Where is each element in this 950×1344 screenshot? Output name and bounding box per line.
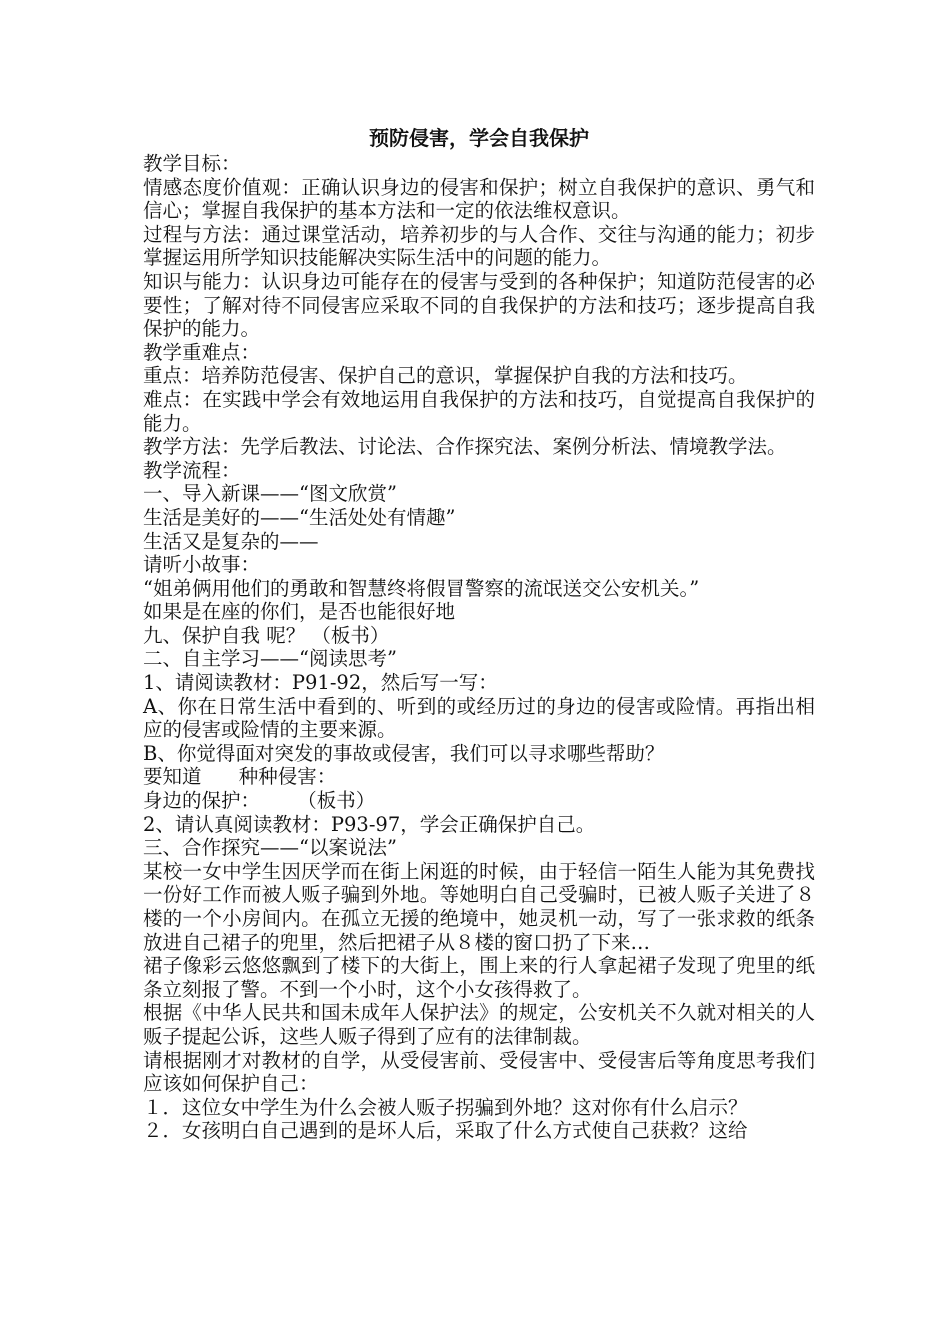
paragraph: １．这位女中学生为什么会被人贩子拐骗到外地？这对你有什么启示？ bbox=[143, 1095, 748, 1119]
paragraph: B、你觉得面对突发的事故或侵害，我们可以寻求哪些帮助？ bbox=[143, 741, 665, 765]
paragraph: A、你在日常生活中看到的、听到的或经历过的身边的侵害或险情。再指出相应的侵害或险情的主要来源。 bbox=[143, 694, 815, 742]
paragraph: 重点：培养防范侵害、保护自己的意识，掌握保护自我的方法和技巧。 bbox=[143, 364, 748, 388]
paragraph: 教学方法：先学后教法、讨论法、合作探究法、案例分析法、情境教学法。 bbox=[143, 435, 787, 459]
paragraph: 要知道 种种侵害： bbox=[143, 765, 337, 789]
paragraph: 2、请认真阅读教材：P93-97，学会正确保护自己。 bbox=[143, 812, 596, 836]
paragraph: 根据《中华人民共和国未成年人保护法》的规定，公安机关不久就对相关的人贩子提起公诉，这些人贩子得到了应有的法律制裁。 bbox=[143, 1001, 815, 1048]
paragraph: 三、合作探究——“以案说法” bbox=[143, 836, 397, 860]
paragraph: 教学流程： bbox=[143, 458, 241, 482]
paragraph: 身边的保护： （板书） bbox=[143, 789, 376, 813]
paragraph: 教学重难点： bbox=[143, 340, 261, 364]
paragraph: 情感态度价值观：正确认识身边的侵害和保护；树立自我保护的意识、勇气和信心；掌握自我保护的基本方法和一定的依法维权意识。 bbox=[143, 175, 815, 223]
paragraph: 生活又是复杂的—— bbox=[143, 529, 319, 553]
document-title: 预防侵害，学会自我保护 bbox=[369, 126, 589, 150]
paragraph: 过程与方法：通过课堂活动，培养初步的与人合作、交往与沟通的能力；初步掌握运用所学知识技能解决实际生活中的问题的能力。 bbox=[143, 222, 815, 270]
paragraph: 1、请阅读教材：P91-92，然后写一写： bbox=[143, 671, 498, 695]
paragraph: 教学目标： bbox=[143, 152, 241, 175]
paragraph: “姐弟俩用他们的勇敢和智慧终将假冒警察的流氓送交公安机关。” bbox=[143, 576, 700, 600]
paragraph: 裙子像彩云悠悠飘到了楼下的大街上，围上来的行人拿起裙子发现了兜里的纸条立刻报了警。不到一个小时，这个小女孩得救了。 bbox=[143, 954, 815, 1001]
document-page bbox=[143, 124, 815, 1143]
paragraph: 请听小故事： bbox=[143, 553, 261, 577]
paragraph: 请根据刚才对教材的自学，从受侵害前、受侵害中、受侵害后等角度思考我们应该如何保护自己： bbox=[143, 1048, 815, 1096]
paragraph: 九、保护自我 呢？ （板书） bbox=[143, 623, 390, 647]
paragraph: ２．女孩明白自己遇到的是坏人后，采取了什么方式使自己获救？这给 bbox=[143, 1119, 748, 1143]
paragraph: 生活是美好的——“生活处处有情趣” bbox=[143, 505, 456, 529]
paragraph: 难点：在实践中学会有效地运用自我保护的方法和技巧，自觉提高自我保护的能力。 bbox=[143, 387, 815, 435]
paragraph: 某校一女中学生因厌学而在街上闲逛的时候，由于轻信一陌生人能为其免费找一份好工作而被人贩子骗到外地。等她明白自己受骗时，已被人贩子关进了８楼的一个小房间内。在孤立无援的绝境中，她灵机一动，写了一张求救的纸条放进自己裙子的兜里，然后把裙子从８楼的窗口扔了下来… bbox=[143, 859, 815, 954]
paragraph: 一、导入新课——“图文欣赏” bbox=[143, 482, 397, 506]
paragraph: 二、自主学习——“阅读思考” bbox=[143, 647, 397, 671]
paragraph: 知识与能力：认识身边可能存在的侵害与受到的各种保护；知道防范侵害的必要性；了解对待不同侵害应采取不同的自我保护的方法和技巧；逐步提高自我保护的能力。 bbox=[143, 269, 815, 341]
document-body bbox=[143, 152, 815, 1143]
paragraph: 如果是在座的你们，是否也能很好地 bbox=[143, 600, 456, 624]
